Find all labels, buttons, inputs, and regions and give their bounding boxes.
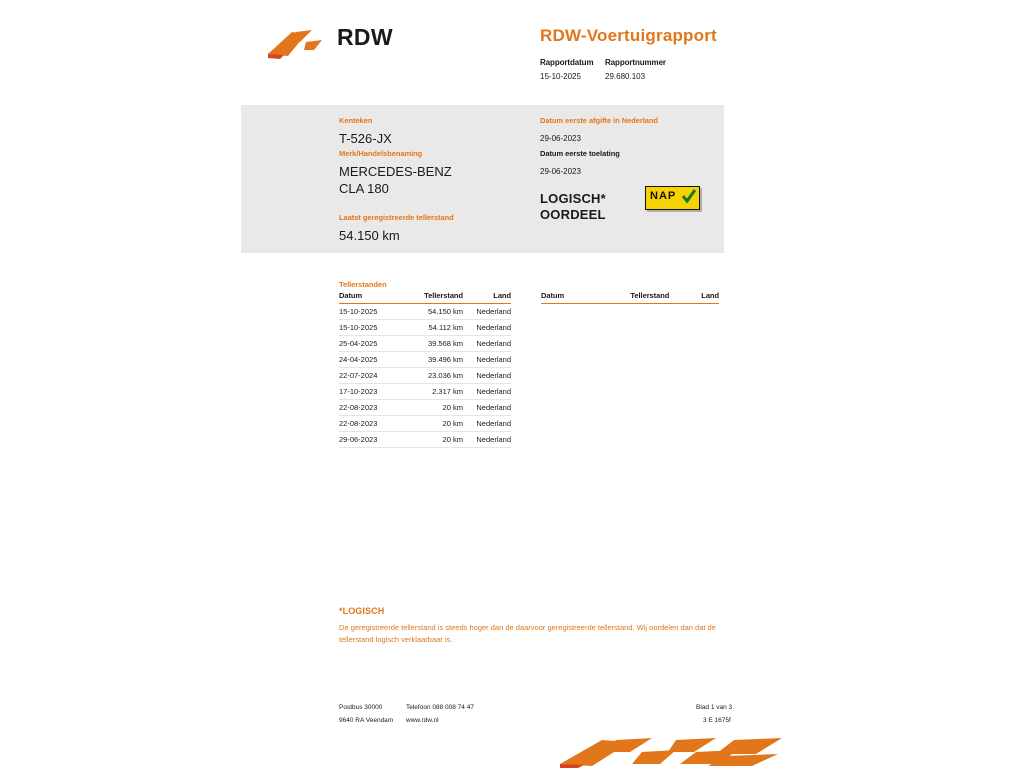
cell-tellerstand: 23.036 km: [401, 368, 463, 384]
table-row: [339, 320, 511, 336]
merk-field: [339, 149, 452, 197]
verdict-text: [540, 191, 606, 223]
eerste-afgifte-label: Datum eerste afgifte in Nederland: [540, 116, 658, 125]
column-header-tellerstand: Tellerstand: [401, 291, 463, 304]
tellerstanden-title: Tellerstanden: [339, 280, 387, 289]
cell-land: Nederland: [463, 304, 511, 320]
table-row: [339, 304, 511, 320]
table-row: [339, 352, 511, 368]
eerste-afgifte-value: 29-06-2023: [540, 134, 581, 143]
merk-label: Merk/Handelsbenaming: [339, 149, 423, 158]
table-row: [339, 384, 511, 400]
column-header-land: Land: [463, 291, 511, 304]
cell-tellerstand: 39.496 km: [401, 352, 463, 368]
cell-datum: 22-08-2023: [339, 416, 401, 432]
footnote-star: *: [339, 606, 343, 616]
rdw-wordmark: RDW: [337, 24, 393, 50]
report-number-block: [605, 58, 666, 81]
table-row: [339, 416, 511, 432]
laatste-tellerstand-field: [339, 213, 454, 244]
verdict-line-1: LOGISCH*: [540, 191, 606, 206]
merk-value-line2: CLA 180: [339, 181, 389, 196]
cell-datum: 15-10-2025: [339, 304, 401, 320]
cell-land: Nederland: [463, 400, 511, 416]
eerste-afgifte-field: [540, 116, 658, 147]
footer-website[interactable]: www.rdw.nl: [406, 717, 439, 724]
table-row: [339, 368, 511, 384]
tellerstanden-table-right: [541, 291, 719, 304]
tellerstanden-table-left: [339, 291, 511, 448]
cell-tellerstand: 20 km: [401, 432, 463, 448]
page-title: RDW-Voertuigrapport: [540, 26, 717, 45]
table-header-row: [339, 291, 511, 304]
cell-tellerstand: 39.568 km: [401, 336, 463, 352]
cell-land: Nederland: [463, 432, 511, 448]
verdict-line-2: OORDEEL: [540, 207, 606, 222]
nap-check-icon: [681, 188, 697, 204]
report-date-block: [540, 58, 593, 81]
cell-datum: 29-06-2023: [339, 432, 401, 448]
column-header-datum: Datum: [541, 291, 605, 304]
column-header-tellerstand: Tellerstand: [605, 291, 669, 304]
eerste-toelating-field: [540, 149, 620, 180]
cell-land: Nederland: [463, 368, 511, 384]
cell-datum: 22-07-2024: [339, 368, 401, 384]
footnote-title-text: LOGISCH: [342, 606, 385, 616]
cell-tellerstand: 20 km: [401, 400, 463, 416]
cell-land: Nederland: [463, 416, 511, 432]
cell-tellerstand: 54.150 km: [401, 304, 463, 320]
footer-phone: Telefoon 088 008 74 47: [406, 704, 474, 711]
rdw-arrow-logo-icon: [266, 28, 328, 60]
eerste-toelating-label: Datum eerste toelating: [540, 149, 620, 158]
footnote-body: De geregistreerde tellerstand is steeds hoger dan de daarvoor geregistreerde tellerstand. Wij oordelen dan dat de tellerstand logisch verklaarbaar is.: [339, 623, 716, 644]
cell-land: Nederland: [463, 336, 511, 352]
footnote-title: [339, 606, 384, 616]
kenteken-field: [339, 116, 392, 147]
cell-land: Nederland: [463, 384, 511, 400]
table-row: [339, 336, 511, 352]
cell-datum: 24-04-2025: [339, 352, 401, 368]
report-number-value: 29.680.103: [605, 72, 646, 81]
rdw-footer-logo-icon: [556, 738, 784, 768]
table-row: [339, 432, 511, 448]
column-header-land: Land: [669, 291, 719, 304]
column-header-datum: Datum: [339, 291, 401, 304]
laatste-tellerstand-label: Laatst geregistreerde tellerstand: [339, 213, 454, 222]
eerste-toelating-value: 29-06-2023: [540, 167, 581, 176]
cell-land: Nederland: [463, 320, 511, 336]
cell-datum: 17-10-2023: [339, 384, 401, 400]
cell-datum: 15-10-2025: [339, 320, 401, 336]
footer-address-line-2: 9640 RA Veendam: [339, 717, 394, 724]
cell-tellerstand: 20 km: [401, 416, 463, 432]
footer-address-line-1: Postbus 30000: [339, 704, 383, 711]
table-header-row: [541, 291, 719, 304]
report-date-label: Rapportdatum: [540, 58, 594, 67]
kenteken-label: Kenteken: [339, 116, 373, 125]
panel-notch: [241, 245, 303, 253]
cell-tellerstand: 54.112 km: [401, 320, 463, 336]
footer-code: 3 E 1675f: [703, 717, 731, 724]
table-row: [339, 400, 511, 416]
footer-page-number: Blad 1 van 3: [696, 704, 733, 711]
cell-datum: 25-04-2025: [339, 336, 401, 352]
cell-tellerstand: 2.317 km: [401, 384, 463, 400]
laatste-tellerstand-value: 54.150 km: [339, 228, 400, 243]
cell-datum: 22-08-2023: [339, 400, 401, 416]
report-number-label: Rapportnummer: [605, 58, 666, 67]
nap-badge-label: NAP: [650, 190, 677, 202]
nap-badge: [645, 186, 700, 210]
cell-land: Nederland: [463, 352, 511, 368]
report-date-value: 15-10-2025: [540, 72, 581, 81]
kenteken-value: T-526-JX: [339, 131, 392, 146]
merk-value-line1: MERCEDES-BENZ: [339, 164, 452, 179]
